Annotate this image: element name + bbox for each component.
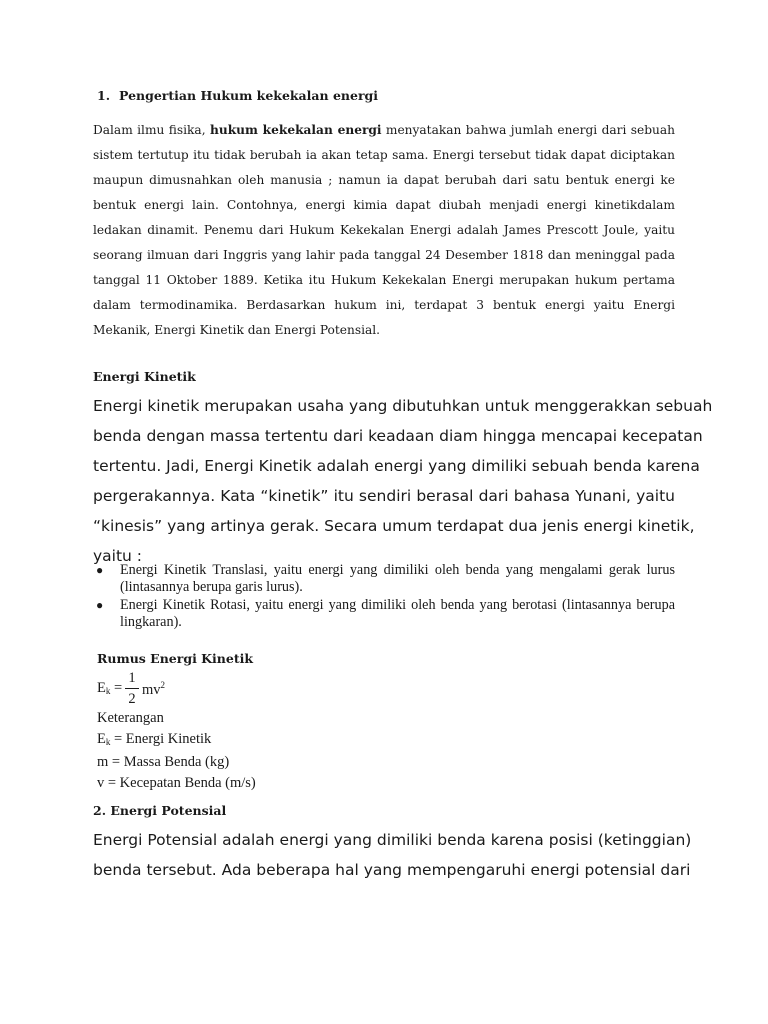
fraction-bar bbox=[125, 688, 139, 689]
potensial-paragraph bbox=[93, 825, 692, 885]
keterangan-ek bbox=[97, 729, 256, 753]
bullet-text: Energi Kinetik Rotasi, yaitu energi yang dimiliki oleh benda yang berotasi (lintasannya berupa lingkaran). bbox=[120, 597, 675, 630]
formula-rhs bbox=[142, 680, 165, 699]
kinetik-line: “kinesis” yang artinya gerak. Secara umum terdapat dua jenis energi kinetik, bbox=[93, 517, 695, 535]
intro-paragraph bbox=[93, 118, 675, 343]
ek-var: E bbox=[97, 730, 106, 747]
potensial-heading: 2. Energi Potensial bbox=[93, 803, 227, 818]
keterangan-block bbox=[97, 708, 256, 793]
ek-sub: k bbox=[105, 736, 111, 747]
potensial-line: benda tersebut. Ada beberapa hal yang mempengaruhi energi potensial dari bbox=[93, 861, 691, 879]
fraction-denominator: 2 bbox=[128, 691, 136, 707]
kinetik-paragraph bbox=[93, 391, 713, 571]
keterangan-label: Keterangan bbox=[97, 710, 164, 726]
heading-number: 1. bbox=[97, 88, 111, 103]
heading-title: Pengertian Hukum kekekalan energi bbox=[119, 88, 379, 103]
fraction-numerator: 1 bbox=[128, 670, 136, 686]
formula-lhs bbox=[97, 680, 122, 697]
kinetik-line: yaitu : bbox=[93, 547, 143, 565]
potensial-line: Energi Potensial adalah energi yang dimiliki benda karena posisi (ketinggian) bbox=[93, 831, 692, 849]
ek-desc: = Energi Kinetik bbox=[110, 730, 212, 747]
intro-bold-term: hukum kekekalan energi bbox=[209, 123, 382, 137]
list-item bbox=[93, 562, 675, 595]
formula-var-e: E bbox=[97, 680, 106, 696]
bullet-text: Energi Kinetik Translasi, yaitu energi yang dimiliki oleh benda yang mengalami gerak lurus (lintasannya berupa garis lurus). bbox=[120, 562, 675, 595]
kinetik-heading: Energi Kinetik bbox=[93, 369, 196, 384]
intro-rest: menyatakan bahwa jumlah energi dari sebuah sistem tertutup itu tidak berubah ia akan tetap sama. Energi tersebut tidak dapat diciptakan maupun dimusnahkan oleh manusia ; namun ia dapat berubah dari satu bentuk energi ke bentuk energi lain. Contohnya, energi kimia dapat diubah menjadi energi kinetikdalam ledakan dinamit. Penemu dari Hukum Kekekalan Energi adalah James Prescott Joule, yaitu seorang ilmuan dari Inggris yang lahir pada tanggal 24 Desember 1818 dan meninggal pada tanggal 11 Oktober 1889. Ketika itu Hukum Kekekalan Energi merupakan hukum pertama dalam termodinamika. Berdasarkan hukum ini, terdapat 3 bentuk energi yaitu Energi Mekanik, Energi Kinetik dan Energi Potensial. bbox=[93, 123, 675, 337]
section-heading-1 bbox=[97, 88, 378, 103]
bullet-icon: ● bbox=[96, 598, 104, 612]
kinetik-line: pergerakannya. Kata “kinetik” itu sendiri berasal dari bahasa Yunani, yaitu bbox=[93, 487, 675, 505]
kinetik-line: Energi kinetik merupakan usaha yang dibutuhkan untuk menggerakkan sebuah bbox=[93, 397, 713, 415]
intro-prefix: Dalam ilmu fisika, bbox=[93, 123, 210, 137]
kinetik-bullet-list bbox=[93, 562, 675, 632]
kinetik-line: tertentu. Jadi, Energi Kinetik adalah energi yang dimiliki sebuah benda karena bbox=[93, 457, 700, 475]
kinetik-line: benda dengan massa tertentu dari keadaan diam hingga mencapai kecepatan bbox=[93, 427, 703, 445]
formula-sub-k: k bbox=[105, 686, 111, 696]
rumus-heading: Rumus Energi Kinetik bbox=[97, 651, 254, 666]
bullet-icon: ● bbox=[96, 563, 104, 577]
formula-equals: = bbox=[110, 680, 123, 696]
list-item bbox=[93, 597, 675, 630]
keterangan-v: v = Kecepatan Benda (m/s) bbox=[97, 774, 256, 791]
formula-exponent: 2 bbox=[160, 680, 166, 690]
formula-mv: mv bbox=[142, 682, 161, 698]
keterangan-m: m = Massa Benda (kg) bbox=[97, 754, 230, 770]
formula-fraction bbox=[125, 670, 139, 707]
